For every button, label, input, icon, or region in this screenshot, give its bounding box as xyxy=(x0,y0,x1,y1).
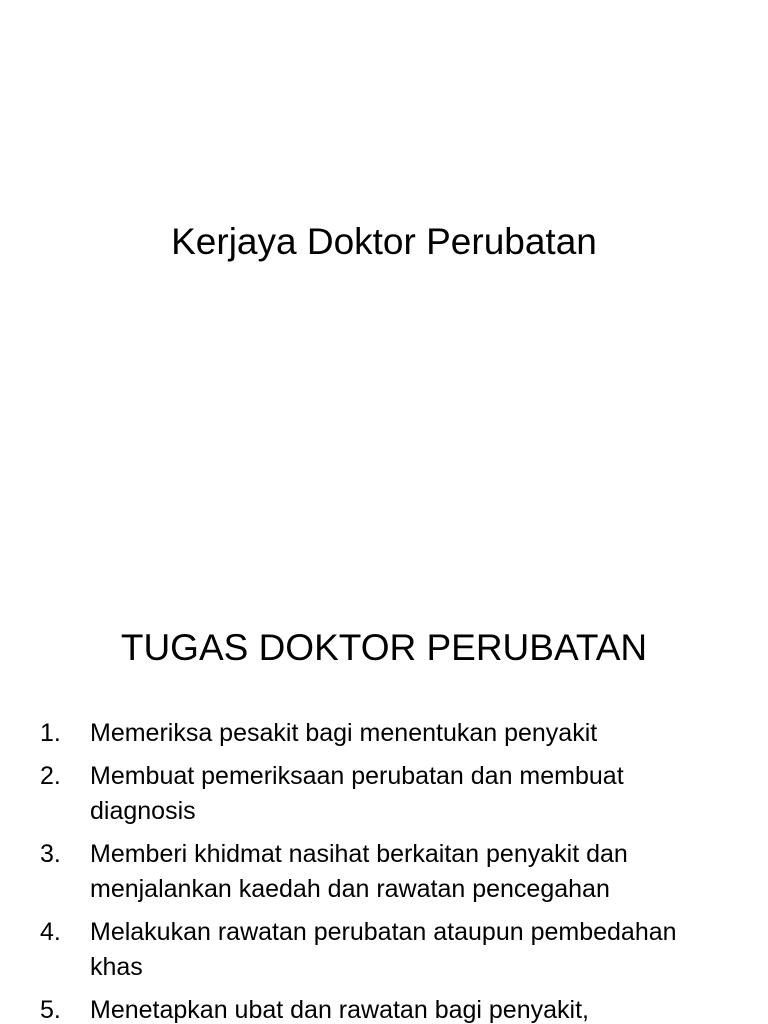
list-item xyxy=(40,993,720,1024)
duties-title: TUGAS DOKTOR PERUBATAN xyxy=(120,627,648,668)
slide-title: Kerjaya Doktor Perubatan xyxy=(171,221,597,262)
list-item xyxy=(40,837,720,907)
list-item xyxy=(40,716,720,751)
list-item-number: 5. xyxy=(40,996,61,1024)
list-item-text: Melakukan rawatan perubatan ataupun pembedahan khas xyxy=(90,918,677,981)
list-item xyxy=(40,759,720,829)
list-item-text: Memberi khidmat nasihat berkaitan penyakit dan menjalankan kaedah dan rawatan pencegahan xyxy=(90,840,628,903)
list-item-number: 2. xyxy=(40,762,61,790)
list-item-number: 1. xyxy=(40,719,61,747)
list-item-text: Memeriksa pesakit bagi menentukan penyakit xyxy=(90,719,598,747)
duties-slide xyxy=(0,576,768,1024)
list-item-number: 3. xyxy=(40,840,61,868)
list-item-number: 4. xyxy=(40,918,61,946)
duties-list xyxy=(40,716,720,1024)
list-item xyxy=(40,915,720,985)
list-item-text: Membuat pemeriksaan perubatan dan membuat diagnosis xyxy=(90,762,624,825)
list-item-text: Menetapkan ubat dan rawatan bagi penyakit, xyxy=(90,996,589,1024)
